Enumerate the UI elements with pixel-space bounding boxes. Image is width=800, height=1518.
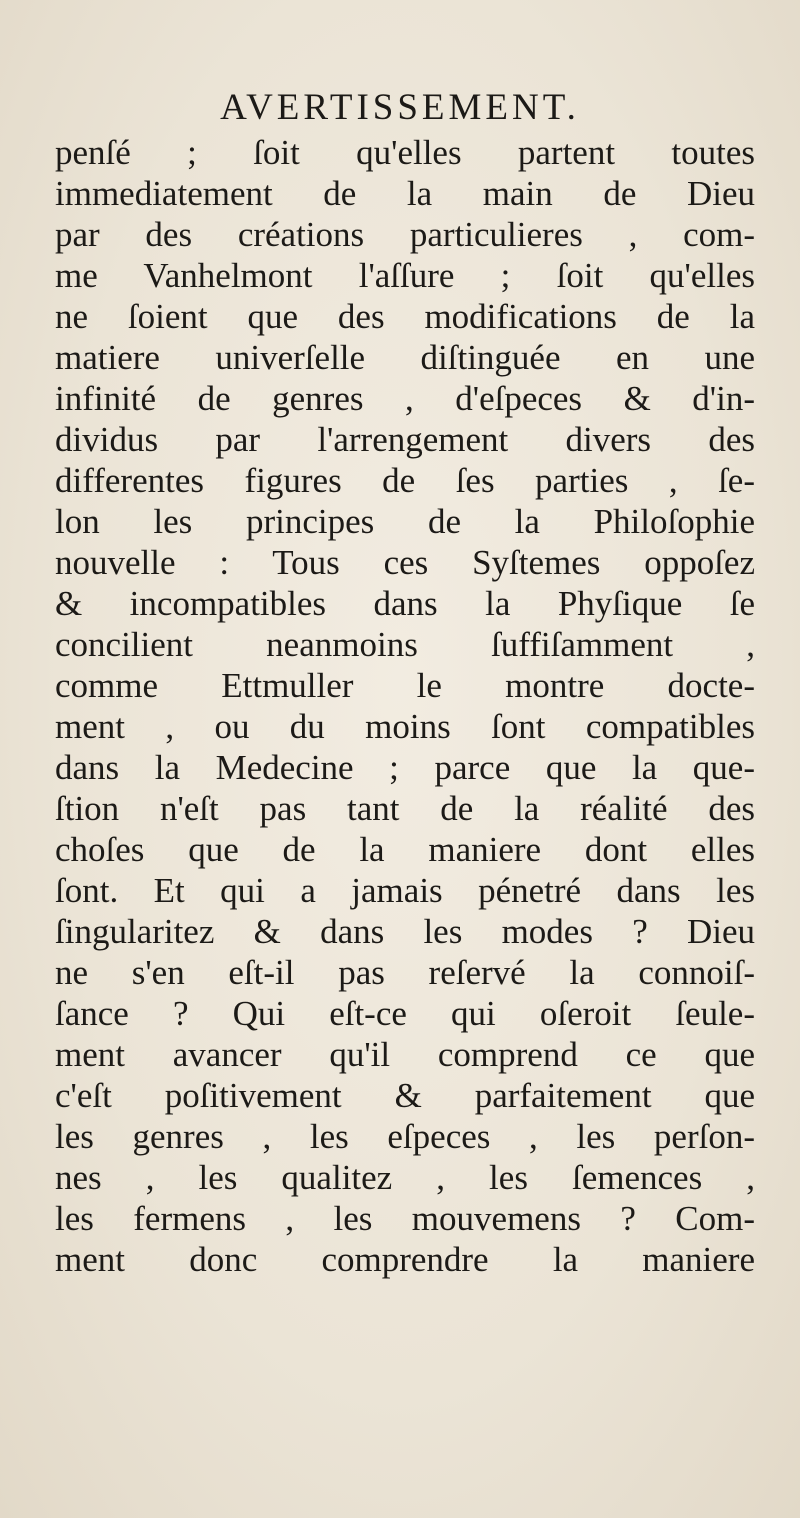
text-line: ment avancer qu'il comprend ce que — [55, 1035, 755, 1074]
text-line: ſingularitez & dans les modes ? Dieu — [55, 912, 755, 951]
text-line: ſance ? Qui eſt-ce qui oſeroit ſeule- — [55, 994, 755, 1033]
text-line: ne ſoient que des modifications de la — [55, 297, 755, 336]
text-line: choſes que de la maniere dont elles — [55, 830, 755, 869]
text-line: dividus par l'arrengement divers des — [55, 420, 755, 459]
text-line: nouvelle : Tous ces Syſtemes oppoſez — [55, 543, 755, 582]
text-line: matiere univerſelle diſtinguée en une — [55, 338, 755, 377]
text-line: ment donc comprendre la maniere — [55, 1240, 755, 1279]
text-line: les fermens , les mouvemens ? Com- — [55, 1199, 755, 1238]
text-line: lon les principes de la Philoſophie — [55, 502, 755, 541]
text-line: penſé ; ſoit qu'elles partent toutes — [55, 133, 755, 172]
text-line: concilient neanmoins ſuffiſamment , — [55, 625, 755, 664]
text-line: comme Ettmuller le montre docte- — [55, 666, 755, 705]
body-text — [55, 132, 755, 1280]
text-line: les genres , les eſpeces , les perſon- — [55, 1117, 755, 1156]
running-head: AVERTISSEMENT. — [220, 87, 580, 128]
text-line: me Vanhelmont l'aſſure ; ſoit qu'elles — [55, 256, 755, 295]
text-line: ſtion n'eſt pas tant de la réalité des — [55, 789, 755, 828]
text-line: ſont. Et qui a jamais pénetré dans les — [55, 871, 755, 910]
text-line: differentes figures de ſes parties , ſe- — [55, 461, 755, 500]
text-line: nes , les qualitez , les ſemences , — [55, 1158, 755, 1197]
text-line: dans la Medecine ; parce que la que- — [55, 748, 755, 787]
text-line: par des créations particulieres , com- — [55, 215, 755, 254]
text-line: & incompatibles dans la Phyſique ſe — [55, 584, 755, 623]
text-line: infinité de genres , d'eſpeces & d'in- — [55, 379, 755, 418]
text-line: ne s'en eſt-il pas reſervé la connoiſ- — [55, 953, 755, 992]
text-line: immediatement de la main de Dieu — [55, 174, 755, 213]
text-line: ment , ou du moins ſont compatibles — [55, 707, 755, 746]
text-line: c'eſt poſitivement & parfaitement que — [55, 1076, 755, 1115]
